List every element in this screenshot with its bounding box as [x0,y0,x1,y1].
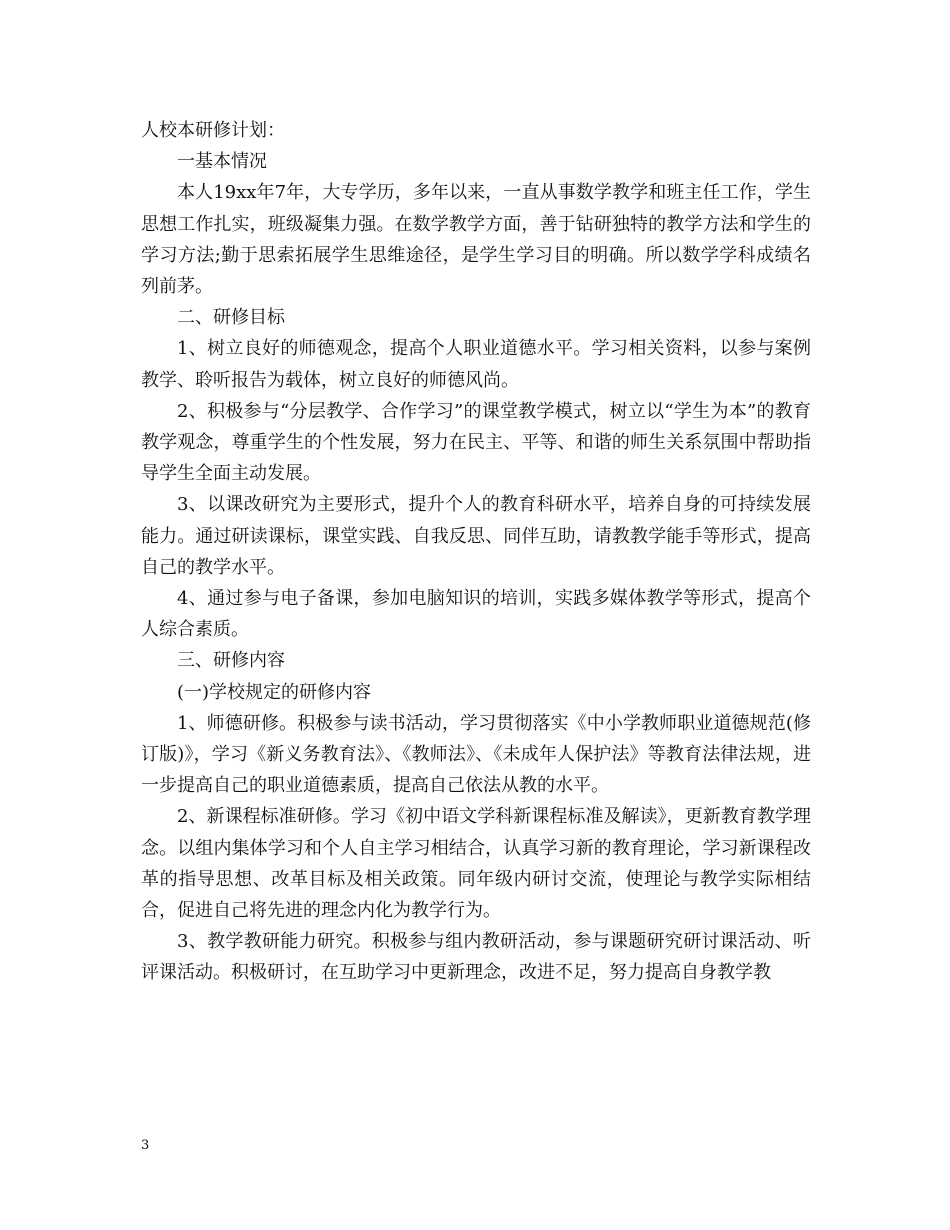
paragraph: 3、教学教研能力研究。积极参与组内教研活动，参与课题研究研讨课活动、听评课活动。积极研讨，在互助学习中更新理念，改进不足，努力提高自身教学教 [141,931,811,984]
paragraph: 人校本研修计划： [141,120,285,141]
paragraph: (一)学校规定的研修内容 [177,681,372,703]
paragraph: 1、师德研修。积极参与读书活动，学习贯彻落实《中小学教师职业道德规范(修订版)》，学习《新义务教育法》、《教师法》、《未成年人保护法》等教育法律法规，进一步提高自己的职业道德素质，提高自己依法从教的水平。 [141,712,811,797]
paragraph: 4、通过参与电子备课，参加电脑知识的培训，实践多媒体教学等形式，提高个人综合素质。 [141,588,811,641]
paragraph: 一基本情况 [177,151,267,173]
paragraph: 2、积极参与“分层教学、合作学习”的课堂教学模式，树立以“学生为本”的教育教学观念，尊重学生的个性发展，努力在民主、平等、和谐的师生关系氛围中帮助指导学生全面主动发展。 [141,400,811,485]
paragraph: 三、研修内容 [177,650,285,672]
document-body [141,115,811,989]
paragraph: 本人19xx年7年，大专学历，多年以来，一直从事数学教学和班主任工作，学生思想工作扎实，班级凝集力强。在数学教学方面，善于钻研独特的教学方法和学生的学习方法;勤于思索拓展学生思维途径，是学生学习目的明确。所以数学学科成绩名列前茅。 [141,182,811,298]
paragraph: 2、新课程标准研修。学习《初中语文学科新课程标准及解读》，更新教育教学理念。以组内集体学习和个人自主学习相结合，认真学习新的教育理论，学习新课程改革的指导思想、改革目标及相关政策。同年级内研讨交流，使理论与教学实际相结合，促进自己将先进的理念内化为教学行为。 [141,806,811,922]
page-number: 3 [141,1138,150,1153]
paragraph: 二、研修目标 [177,307,285,329]
paragraph: 1、树立良好的师德观念，提高个人职业道德水平。学习相关资料，以参与案例教学、聆听报告为载体，树立良好的师德风尚。 [141,338,811,391]
paragraph: 3、以课改研究为主要形式，提升个人的教育科研水平，培养自身的可持续发展能力。通过研读课标，课堂实践、自我反思、同伴互助，请教教学能手等形式，提高自己的教学水平。 [141,494,811,578]
